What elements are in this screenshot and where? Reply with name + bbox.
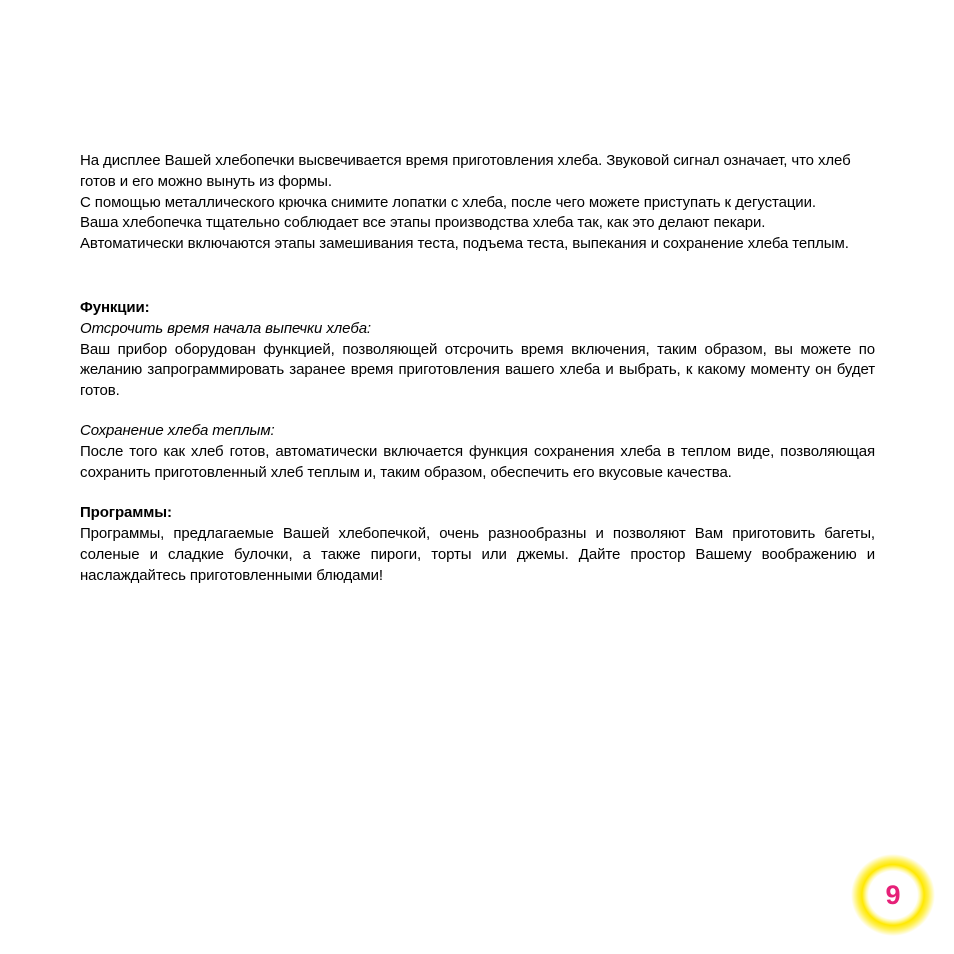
keep-warm-body: После того как хлеб готов, автоматически включается функция сохранения хлеба в теплом виде, позволяющая сохранить приготовленный хлеб теплым и, таким образом, обеспечить его вкусовые качества. <box>80 442 875 481</box>
section-functions <box>80 298 875 402</box>
functions-heading: Функции: <box>80 298 150 316</box>
intro-sentence-3: Ваша хлебопечка тщательно соблюдает все этапы производства хлеба так, как это делают пекари. <box>80 214 766 232</box>
intro-paragraph <box>80 151 875 255</box>
page-number-badge <box>851 854 935 936</box>
programs-body: Программы, предлагаемые Вашей хлебопечкой, очень разнообразны и позволяют Вам приготовить багеты, соленые и сладкие булочки, а также пироги, торты или джемы. Дайте простор Вашему воображению и наслаждайтесь приготовленными блюдами! <box>80 525 875 584</box>
page-number: 9 <box>885 879 901 910</box>
keep-warm-subheading: Сохранение хлеба теплым: <box>80 421 275 439</box>
intro-sentence-2: С помощью металлического крючка снимите лопатки с хлеба, после чего можете приступать к дегустации. <box>80 193 816 211</box>
intro-sentence-4: Автоматически включаются этапы замешивания теста, подъема теста, выпекания и сохранение хлеба теплым. <box>80 235 849 253</box>
functions-subheading: Отсрочить время начала выпечки хлеба: <box>80 319 371 337</box>
section-keep-warm <box>80 421 875 483</box>
intro-sentence-1: На дисплее Вашей хлебопечки высвечивается время приготовления хлеба. Звуковой сигнал означает, что хлеб готов и его можно вынуть из формы. <box>80 152 851 190</box>
programs-heading: Программы: <box>80 504 172 522</box>
functions-body: Ваш прибор оборудован функцией, позволяющей отсрочить время включения, таким образом, вы можете по желанию запрограммировать заранее время приготовления вашего хлеба и выбрать, к какому моменту он будет готов. <box>80 340 875 400</box>
section-programs <box>80 503 875 586</box>
page-content <box>80 151 875 587</box>
